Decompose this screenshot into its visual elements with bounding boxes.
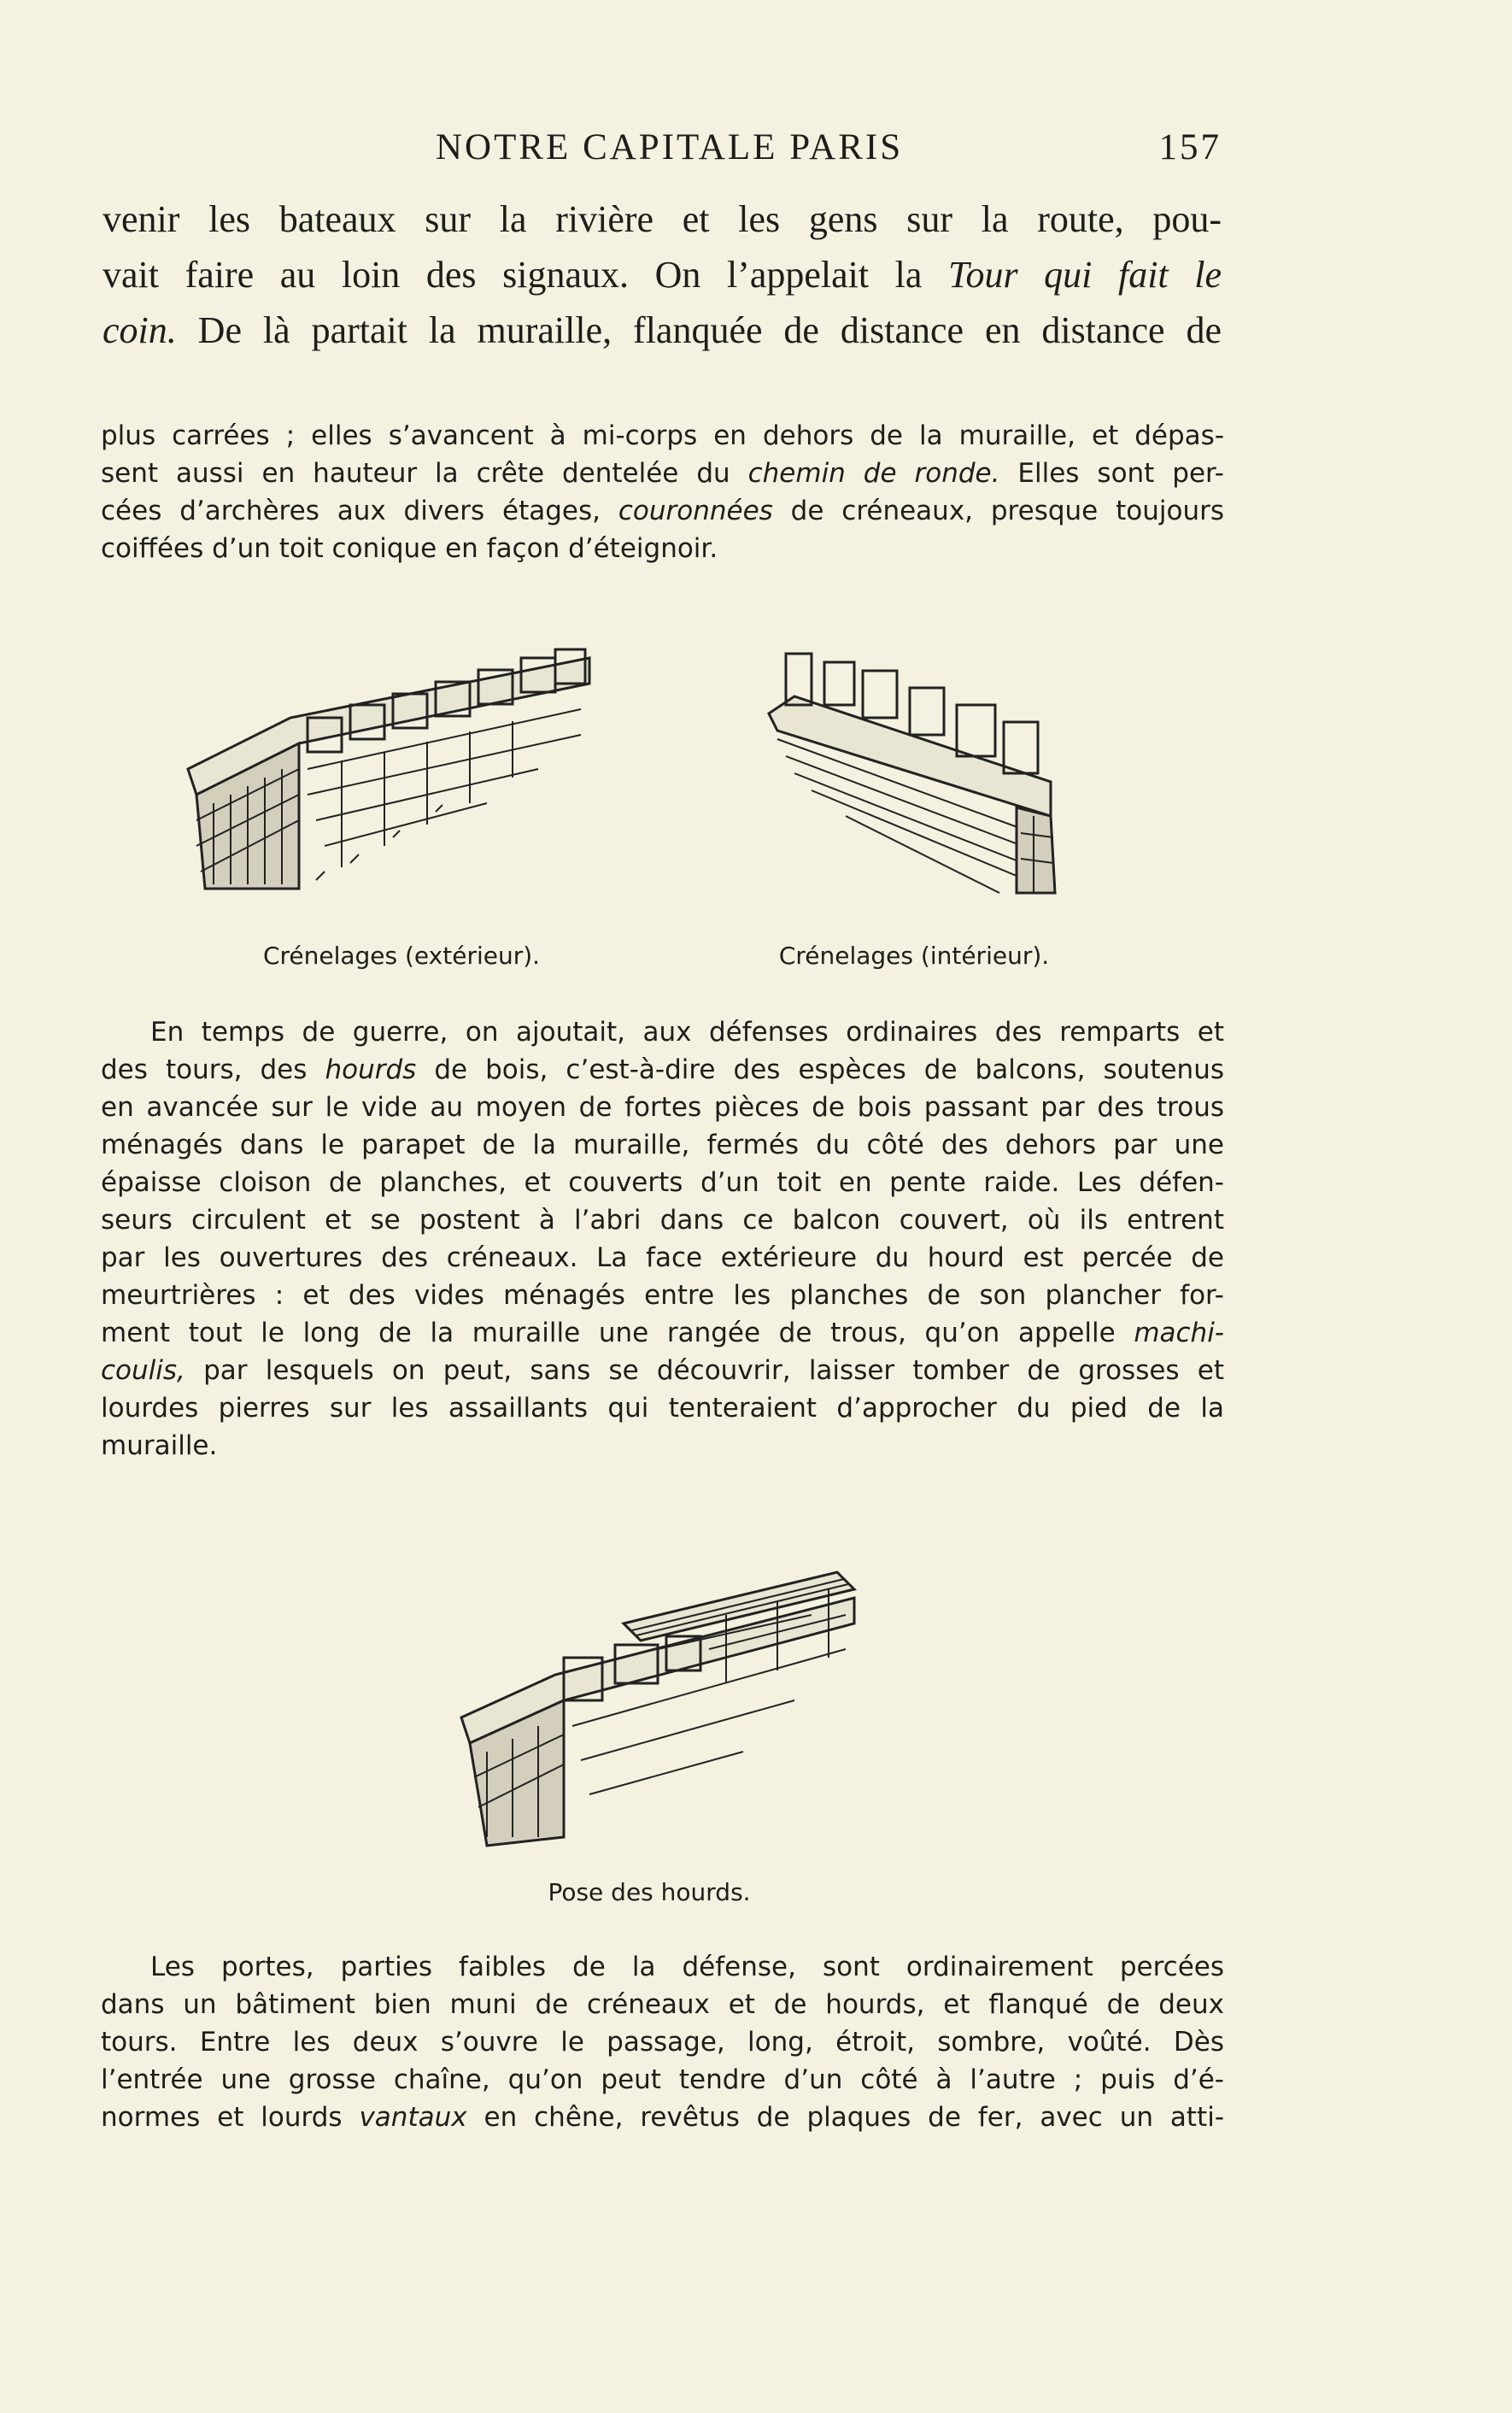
pose-des-hourds-illustration	[453, 1564, 880, 1854]
italic-span: coin.	[103, 309, 177, 351]
text-line	[101, 1314, 1224, 1352]
italic-span: hourds	[325, 1054, 417, 1085]
text-span: en chêne, revêtus de plaques de fer, avec un atti-	[466, 2102, 1225, 2133]
text-line	[101, 455, 1224, 492]
text-span: cées d’archères aux divers étages,	[101, 496, 618, 526]
paragraph-hourds	[101, 1013, 1224, 1465]
italic-span: vantaux	[359, 2102, 467, 2133]
text-span: sent aussi en hauteur la crête dentelée du	[101, 458, 748, 489]
text-line: lourdes pierres sur les assaillants qui tenteraient d’approcher du pied de la	[101, 1393, 1224, 1424]
text-line	[101, 2099, 1224, 2136]
text-line: En temps de guerre, on ajoutait, aux défenses ordinaires des remparts et	[150, 1017, 1224, 1048]
text-span: par lesquels on peut, sans se découvrir, laisser tomber de grosses et	[185, 1355, 1224, 1386]
paragraph-portes	[101, 1948, 1224, 2136]
italic-span: couronnées	[618, 496, 773, 526]
paragraph-towers	[101, 417, 1224, 567]
text-line	[103, 247, 1222, 302]
text-line: seurs circulent et se postent à l’abri dans ce balcon couvert, où ils entrent	[101, 1205, 1224, 1236]
text-line: meurtrières : et des vides ménagés entre les planches de son plancher for-	[101, 1280, 1224, 1311]
text-line: en avancée sur le vide au moyen de fortes pièces de bois passant par des trous	[101, 1092, 1224, 1123]
text-line: dans un bâtiment bien muni de créneaux et de hourds, et flanqué de deux	[101, 1989, 1224, 2020]
text-line: épaisse cloison de planches, et couverts d’un toit en pente raide. Les défen-	[101, 1167, 1224, 1198]
text-span: de créneaux, presque toujours	[772, 496, 1224, 526]
text-line: par les ouvertures des créneaux. La face extérieure du hourd est percée de	[101, 1242, 1224, 1273]
text-line: tours. Entre les deux s’ouvre le passage, long, étroit, sombre, voûté. Dès	[101, 2027, 1224, 2058]
text-line	[101, 492, 1224, 530]
text-span: vait faire au loin des signaux. On l’appelait la	[103, 254, 949, 296]
crenelages-exterieur-illustration	[179, 632, 607, 906]
lead-paragraph	[103, 191, 1222, 358]
text-span: De là partait la muraille, flanquée de distance en distance de	[176, 309, 1222, 351]
figure-caption: Pose des hourds.	[548, 1878, 751, 1906]
figure-caption: Crénelages (intérieur).	[778, 942, 1050, 970]
text-line	[103, 302, 1222, 358]
text-span: ment tout le long de la muraille une rangée de trous, qu’on appelle	[101, 1318, 1134, 1348]
italic-span: Tour qui fait le	[948, 254, 1222, 296]
italic-span: chemin de ronde.	[747, 458, 1000, 489]
page-number: 157	[1158, 127, 1222, 167]
text-line: coiffées d’un toit conique en façon d’éteignoir.	[101, 533, 718, 564]
figure-caption: Crénelages (extérieur).	[262, 942, 541, 970]
italic-span: coulis,	[101, 1355, 185, 1386]
text-line: l’entrée une grosse chaîne, qu’on peut tendre d’un côté à l’autre ; puis d’é-	[101, 2064, 1224, 2095]
text-line	[101, 1352, 1224, 1389]
italic-span: machi-	[1134, 1318, 1224, 1348]
text-span: Elles sont per-	[999, 458, 1224, 489]
text-line: venir les bateaux sur la rivière et les gens sur la route, pou-	[103, 198, 1222, 240]
text-line: muraille.	[101, 1430, 218, 1461]
text-line	[101, 1051, 1224, 1089]
text-span: des tours, des	[101, 1054, 325, 1085]
text-line: plus carrées ; elles s’avancent à mi-corps en dehors de la muraille, et dépas-	[101, 420, 1224, 451]
text-span: normes et lourds	[101, 2102, 360, 2133]
text-span: de bois, c’est-à-dire des espèces de balcons, soutenus	[416, 1054, 1224, 1085]
text-line: Les portes, parties faibles de la défense, sont ordinairement percées	[150, 1952, 1224, 1982]
text-line: ménagés dans le parapet de la muraille, fermés du côté des dehors par une	[101, 1130, 1224, 1160]
running-title: NOTRE CAPITALE PARIS	[436, 127, 904, 167]
crenelages-interieur-illustration	[760, 637, 1068, 919]
